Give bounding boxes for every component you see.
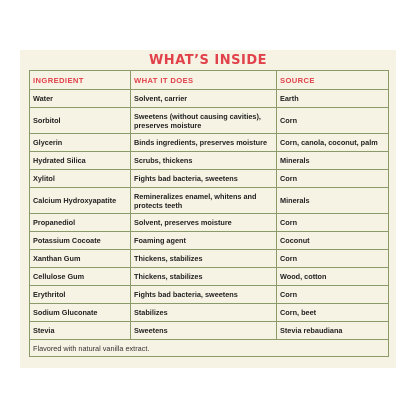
ingredient-cell: Propanediol — [30, 214, 131, 232]
function-cell: Solvent, preserves moisture — [131, 214, 277, 232]
ingredient-cell: Stevia — [30, 322, 131, 340]
table-row — [30, 232, 389, 250]
ingredient-cell: Erythritol — [30, 286, 131, 304]
source-cell: Corn — [277, 250, 389, 268]
ingredient-cell: Water — [30, 90, 131, 108]
source-cell: Minerals — [277, 188, 389, 214]
function-cell: Sweetens (without causing cavities), preserves moisture — [131, 108, 277, 134]
source-cell: Minerals — [277, 152, 389, 170]
source-cell: Corn, beet — [277, 304, 389, 322]
ingredient-cell: Xylitol — [30, 170, 131, 188]
ingredients-panel — [20, 50, 396, 368]
footnote-row — [30, 340, 389, 357]
table-header-row — [30, 71, 389, 90]
ingredient-cell: Potassium Cocoate — [30, 232, 131, 250]
source-cell: Earth — [277, 90, 389, 108]
source-cell: Wood, cotton — [277, 268, 389, 286]
ingredient-cell: Hydrated Silica — [30, 152, 131, 170]
table-row — [30, 108, 389, 134]
table-row — [30, 250, 389, 268]
table-row — [30, 170, 389, 188]
table-row — [30, 304, 389, 322]
function-cell: Remineralizes enamel, whitens and protects teeth — [131, 188, 277, 214]
source-cell: Corn — [277, 108, 389, 134]
table-row — [30, 188, 389, 214]
ingredient-cell: Calcium Hydroxyapatite — [30, 188, 131, 214]
table-row — [30, 134, 389, 152]
header-ingredient: INGREDIENT — [30, 71, 131, 90]
page-title: WHAT’S INSIDE — [148, 53, 268, 68]
table-row — [30, 90, 389, 108]
function-cell: Thickens, stabilizes — [131, 268, 277, 286]
ingredient-cell: Cellulose Gum — [30, 268, 131, 286]
ingredient-cell: Glycerin — [30, 134, 131, 152]
source-cell: Corn — [277, 214, 389, 232]
header-function: WHAT IT DOES — [131, 71, 277, 90]
table-row — [30, 268, 389, 286]
source-cell: Corn — [277, 170, 389, 188]
function-cell: Scrubs, thickens — [131, 152, 277, 170]
source-cell: Corn, canola, coconut, palm — [277, 134, 389, 152]
function-cell: Binds ingredients, preserves moisture — [131, 134, 277, 152]
header-source: SOURCE — [277, 71, 389, 90]
function-cell: Sweetens — [131, 322, 277, 340]
table-row — [30, 152, 389, 170]
source-cell: Corn — [277, 286, 389, 304]
table-row — [30, 286, 389, 304]
function-cell: Foaming agent — [131, 232, 277, 250]
ingredient-cell: Sorbitol — [30, 108, 131, 134]
table-row — [30, 214, 389, 232]
ingredients-table — [29, 70, 389, 357]
function-cell: Stabilizes — [131, 304, 277, 322]
footnote: Flavored with natural vanilla extract. — [30, 340, 389, 357]
table-row — [30, 322, 389, 340]
function-cell: Thickens, stabilizes — [131, 250, 277, 268]
ingredient-cell: Xanthan Gum — [30, 250, 131, 268]
source-cell: Coconut — [277, 232, 389, 250]
function-cell: Fights bad bacteria, sweetens — [131, 170, 277, 188]
source-cell: Stevia rebaudiana — [277, 322, 389, 340]
function-cell: Fights bad bacteria, sweetens — [131, 286, 277, 304]
ingredient-cell: Sodium Gluconate — [30, 304, 131, 322]
function-cell: Solvent, carrier — [131, 90, 277, 108]
